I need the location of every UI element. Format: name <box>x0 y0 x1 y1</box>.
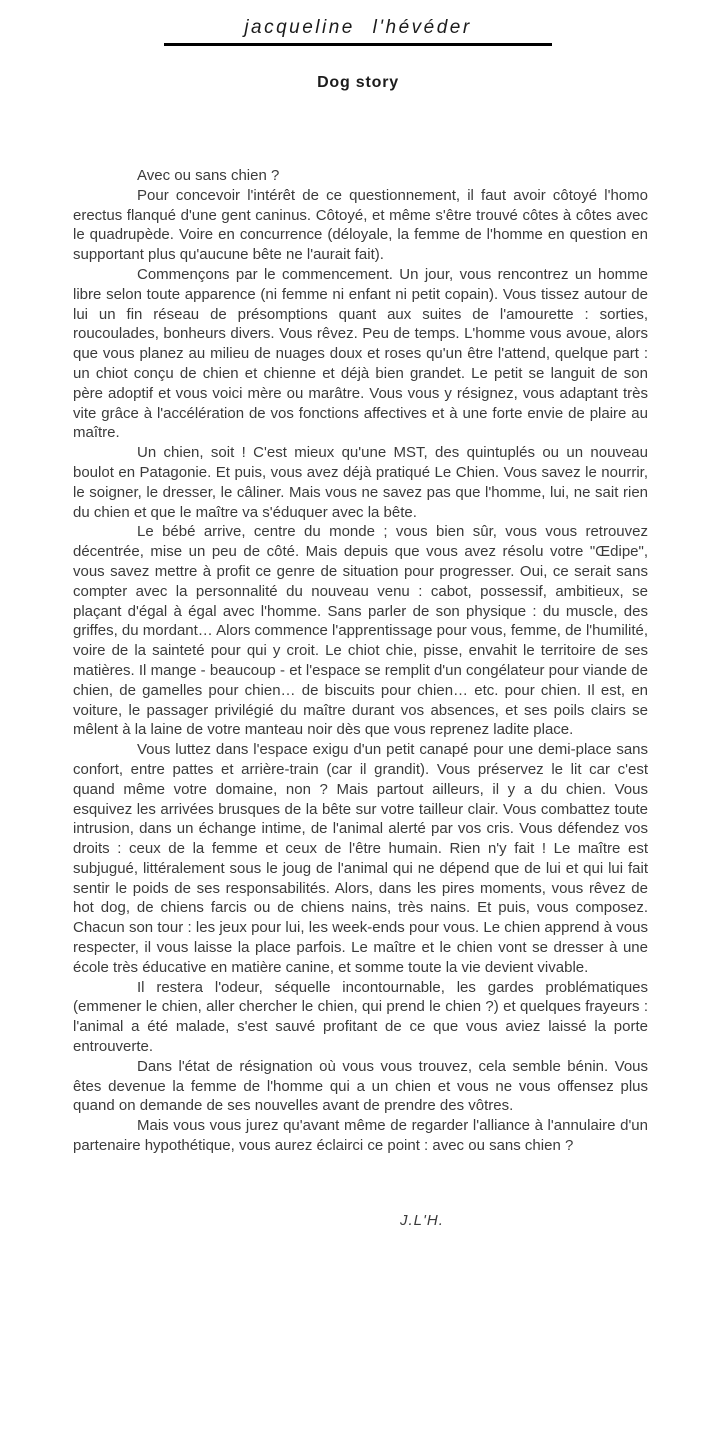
paragraph-le-bebe-arrive: Le bébé arrive, centre du monde ; vous bien sûr, vous vous retrouvez décentrée, mise un peu de côté. Mais depuis que vous avez résolu votre "Œdipe", vous savez mettre à profit ce genre de situation pour progresser. Oui, ce serait sans compter avec la personnalité du nouveau venu : cabot, possessif, ambitieux, se plaçant d'égal à égal avec l'homme. Sans parler de son physique : du muscle, des griffes, du mordant… Alors commence l'apprentissage pour vous, femme, de l'humilité, voire de la sainteté pour qui y croit. Le chiot chie, pisse, envahit le territoire de ses matières. Il mange - beaucoup - et l'espace se remplit d'un congélateur pour viande de chien, de gamelles pour chien… de biscuits pour chien… etc. pour chien. Il est, en voiture, le passager privilégié du maître durant vos absences, et ses poils clairs se mêlent à la laine de votre manteau noir dès que vous reprenez ladite place. <box>73 523 648 739</box>
page-header <box>0 0 716 92</box>
paragraph-intro: Pour concevoir l'intérêt de ce questionnement, il faut avoir côtoyé l'homo erectus flanqué d'une gent caninus. Côtoyé, et même s'être trouvé côtes à côtes avec le quadrupède. Voire en concurrence (déloyale, la femme de l'homme en question en supportant plus qu'aucune bête ne l'aurait fait). <box>73 186 648 264</box>
paragraph-commencement: Commençons par le commencement. Un jour, vous rencontrez un homme libre selon toute apparence (ni femme ni enfant ni petit copain). Vous tissez autour de lui un fin réseau de présomptions quant aux suites de l'amourette : sorties, roucoulades, bonheurs divers. Vous rêvez. Peu de temps. L'homme vous avoue, alors que vous planez au milieu de nuages doux et roses qu'un être l'attend, quelque part : un chiot conçu de chien et chienne et déjà bien grandet. Le petit se languit de son père adoptif et vous voici mère ou marâtre. Vous vous y résignez, vous adaptant très vite grâce à l'accélération de vos fonctions affectives et à une forte envie de plaire au maître. <box>73 265 648 442</box>
header-rule <box>164 43 552 46</box>
author-name: jacqueline l'hévéder <box>244 17 472 38</box>
paragraph-vous-luttez: Vous luttez dans l'espace exigu d'un petit canapé pour une demi-place sans confort, entre pattes et arrière-train (car il grandit). Vous préservez le lit car c'est quand même votre domaine, non ? Mais partout ailleurs, il y a du chien. Vous esquivez les arrivées brusques de la bête sur votre tailleur clair. Vous combattez toute intrusion, dans un échange intime, de l'animal alerté par vos cris. Vous défendez vos droits : ceux de la femme et ceux de l'être humain. Rien n'y fait ! Le maître est subjugué, littéralement sous le joug de l'animal qui ne dépend que de lui et qui lui fait sentir le poids de ses responsabilités. Alors, dans les pires moments, vous rêvez de hot dog, de chiens farcis ou de chiens nains, très nains. Et puis, vous composez. Chacun son tour : les jeux pour lui, les week-ends pour vous. Le chien apprend à vous respecter, il vous laisse la place parfois. Le maître et le chien vont se dresser à une école très éducative en matière canine, et somme toute la vie devient vivable. <box>73 741 648 976</box>
paragraph-opening-question: Avec ou sans chien ? <box>137 167 280 184</box>
story-title: Dog story <box>317 74 399 91</box>
paragraph-conclusion: Mais vous vous jurez qu'avant même de regarder l'alliance à l'annulaire d'un partenaire hypothétique, vous aurez éclairci ce point : avec ou sans chien ? <box>73 1117 648 1155</box>
story-body <box>73 166 648 1156</box>
author-initials: J.L'H. <box>400 1211 444 1229</box>
paragraph-resignation: Dans l'état de résignation où vous vous trouvez, cela semble bénin. Vous êtes devenue la femme de l'homme qui a un chien et vous ne vous offensez plus quand on demande de ses nouvelles avant de prendre des vôtres. <box>73 1057 648 1115</box>
paragraph-il-restera-l-odeur: Il restera l'odeur, séquelle incontournable, les gardes problématiques (emmener le chien, aller chercher le chien, qui prend le chien ?) et quelques frayeurs : l'animal a été malade, s'est sauvé profitant de ce que vous aviez laissé la porte entrouverte. <box>73 978 648 1056</box>
paragraph-un-chien-soit: Un chien, soit ! C'est mieux qu'une MST, des quintuplés ou un nouveau boulot en Patagonie. Et puis, vous avez déjà pratiqué Le Chien. Vous savez le nourrir, le soigner, le dresser, le câliner. Mais vous ne savez pas que l'homme, lui, ne sait rien du chien et que le maître va s'éduquer avec la bête. <box>73 444 648 521</box>
